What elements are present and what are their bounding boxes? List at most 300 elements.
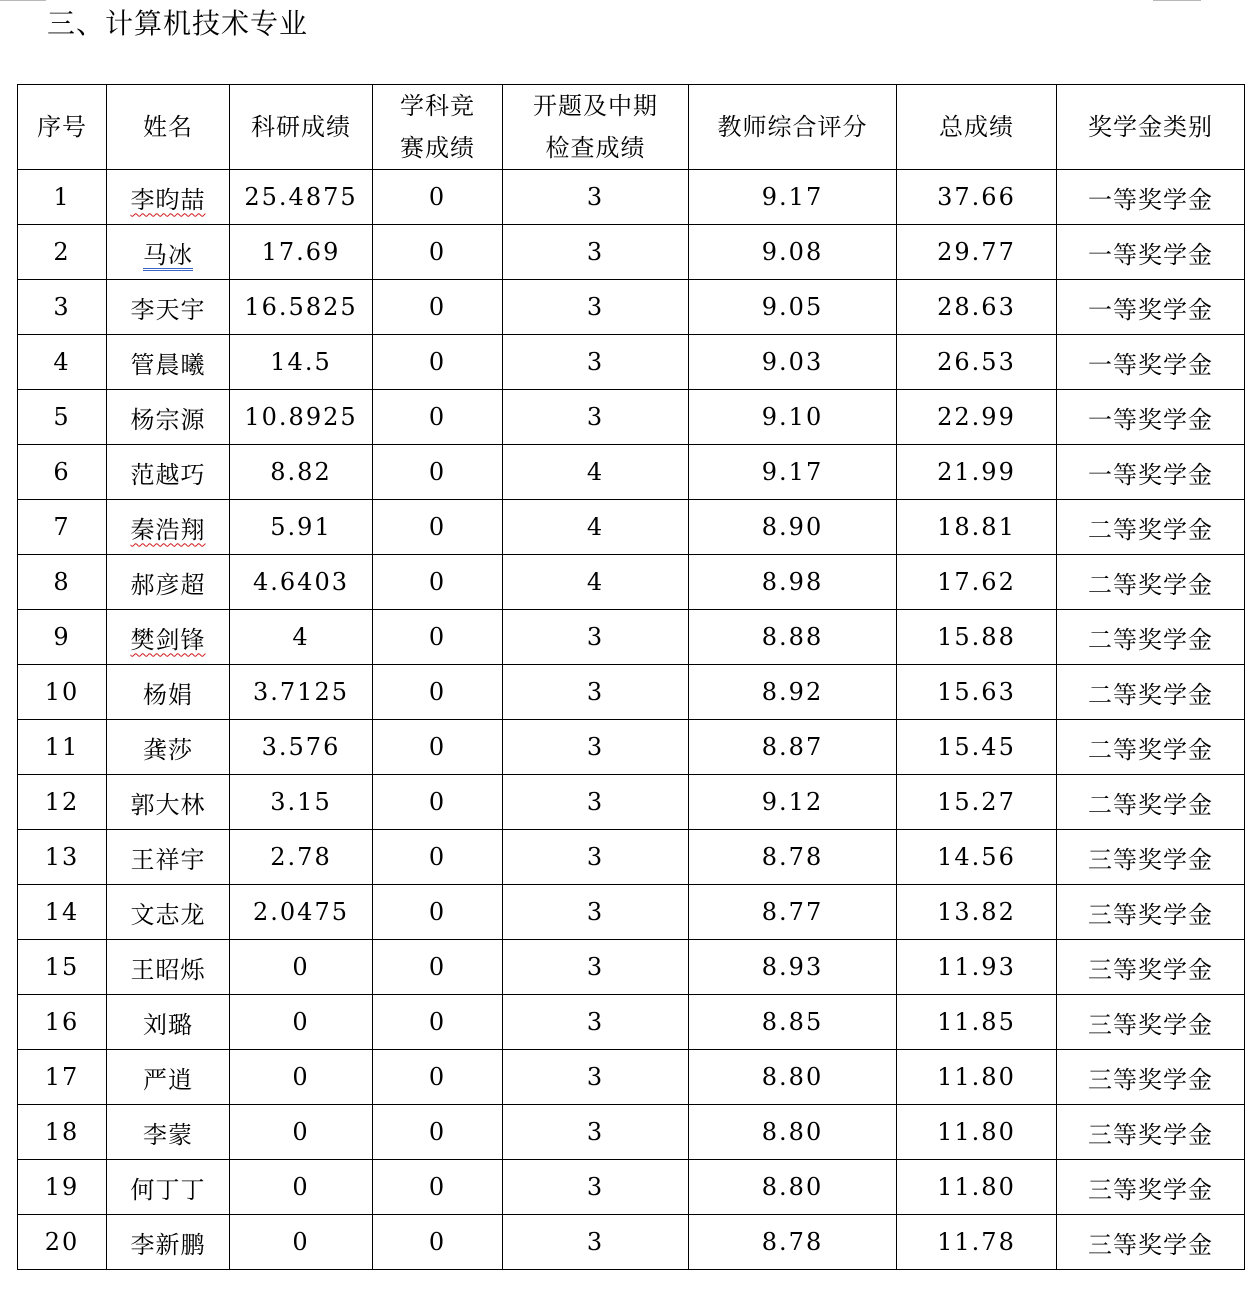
header-label: 教师综合评分 bbox=[717, 113, 868, 141]
cell-research bbox=[230, 335, 373, 390]
cell-category-text: 一等奖学金 bbox=[1088, 350, 1213, 379]
cell-name-text: 王祥宇 bbox=[130, 845, 206, 874]
cell-no bbox=[18, 830, 107, 885]
cell-name-text: 管晨曦 bbox=[130, 350, 206, 379]
cell-no bbox=[18, 390, 107, 445]
cell-teacher-score bbox=[689, 830, 897, 885]
cell-name-text: 李新鹏 bbox=[130, 1230, 206, 1259]
cell-competition-text: 0 bbox=[428, 788, 447, 816]
cell-total-text: 15.88 bbox=[937, 623, 1016, 651]
cell-no-text: 9 bbox=[53, 623, 71, 651]
cell-competition-text: 0 bbox=[428, 403, 447, 431]
cell-total-text: 11.78 bbox=[937, 1228, 1016, 1256]
cell-category bbox=[1057, 775, 1245, 830]
header-label: 奖学金类别 bbox=[1088, 113, 1213, 141]
cell-proposal bbox=[503, 1160, 689, 1215]
cell-research-text: 25.4875 bbox=[244, 183, 358, 211]
cell-teacher-score-text: 8.87 bbox=[761, 733, 824, 761]
cell-research-text: 3.7125 bbox=[253, 678, 349, 706]
page-corner-mark-left bbox=[0, 0, 46, 1]
cell-proposal-text: 3 bbox=[586, 788, 605, 816]
header-cell-no bbox=[18, 85, 107, 170]
header-cell-name bbox=[107, 85, 230, 170]
cell-teacher-score-text: 9.05 bbox=[761, 293, 824, 321]
cell-category-text: 二等奖学金 bbox=[1088, 790, 1213, 819]
cell-competition bbox=[373, 940, 503, 995]
cell-category bbox=[1057, 500, 1245, 555]
header-label-line2: 赛成绩 bbox=[400, 134, 475, 162]
header-label-line2: 检查成绩 bbox=[545, 134, 646, 162]
cell-competition bbox=[373, 1050, 503, 1105]
cell-teacher-score bbox=[689, 995, 897, 1050]
cell-proposal bbox=[503, 555, 689, 610]
table-row bbox=[18, 940, 1245, 995]
cell-proposal-text: 3 bbox=[586, 953, 605, 981]
cell-total-text: 17.62 bbox=[937, 568, 1016, 596]
cell-total-text: 14.56 bbox=[937, 843, 1016, 871]
table-row bbox=[18, 830, 1245, 885]
cell-research bbox=[230, 1105, 373, 1160]
page-title: 三、计算机技术专业 bbox=[47, 7, 309, 40]
cell-research bbox=[230, 445, 373, 500]
cell-research-text: 10.8925 bbox=[244, 403, 358, 431]
cell-total bbox=[897, 1215, 1057, 1270]
cell-category-text: 一等奖学金 bbox=[1088, 295, 1213, 324]
cell-proposal bbox=[503, 1050, 689, 1105]
cell-competition bbox=[373, 665, 503, 720]
cell-category-text: 一等奖学金 bbox=[1088, 240, 1213, 269]
cell-proposal bbox=[503, 720, 689, 775]
cell-proposal bbox=[503, 830, 689, 885]
cell-total-text: 21.99 bbox=[937, 458, 1016, 486]
cell-competition-text: 0 bbox=[428, 1008, 447, 1036]
cell-research bbox=[230, 885, 373, 940]
cell-competition bbox=[373, 500, 503, 555]
cell-total bbox=[897, 390, 1057, 445]
cell-competition-text: 0 bbox=[428, 1173, 447, 1201]
cell-name-text: 李天宇 bbox=[130, 295, 206, 324]
cell-proposal bbox=[503, 225, 689, 280]
cell-category bbox=[1057, 830, 1245, 885]
cell-teacher-score-text: 8.85 bbox=[761, 1008, 824, 1036]
cell-total bbox=[897, 555, 1057, 610]
cell-competition bbox=[373, 885, 503, 940]
cell-no bbox=[18, 335, 107, 390]
cell-name bbox=[107, 1160, 230, 1215]
cell-no bbox=[18, 555, 107, 610]
cell-teacher-score bbox=[689, 280, 897, 335]
cell-research bbox=[230, 280, 373, 335]
cell-competition-text: 0 bbox=[428, 678, 447, 706]
header-label-line1: 开题及中期 bbox=[533, 92, 658, 120]
table-row bbox=[18, 445, 1245, 500]
cell-competition bbox=[373, 225, 503, 280]
cell-competition bbox=[373, 555, 503, 610]
table-body bbox=[18, 170, 1245, 1270]
cell-no bbox=[18, 610, 107, 665]
table-row bbox=[18, 555, 1245, 610]
cell-category bbox=[1057, 170, 1245, 225]
cell-teacher-score bbox=[689, 335, 897, 390]
cell-category bbox=[1057, 390, 1245, 445]
cell-research bbox=[230, 170, 373, 225]
header-cell-competition bbox=[373, 85, 503, 170]
cell-teacher-score-text: 9.17 bbox=[761, 458, 824, 486]
cell-proposal bbox=[503, 445, 689, 500]
cell-category-text: 二等奖学金 bbox=[1088, 515, 1213, 544]
cell-total bbox=[897, 1160, 1057, 1215]
cell-category bbox=[1057, 665, 1245, 720]
cell-total bbox=[897, 280, 1057, 335]
cell-category bbox=[1057, 1215, 1245, 1270]
cell-name bbox=[107, 170, 230, 225]
cell-teacher-score-text: 8.93 bbox=[761, 953, 824, 981]
table-row bbox=[18, 335, 1245, 390]
cell-competition-text: 0 bbox=[428, 733, 447, 761]
cell-research bbox=[230, 1160, 373, 1215]
cell-no bbox=[18, 940, 107, 995]
cell-proposal-text: 3 bbox=[586, 843, 605, 871]
cell-teacher-score bbox=[689, 940, 897, 995]
cell-total-text: 18.81 bbox=[937, 513, 1016, 541]
cell-proposal-text: 3 bbox=[586, 1008, 605, 1036]
cell-no bbox=[18, 1160, 107, 1215]
table-row bbox=[18, 390, 1245, 445]
cell-research-text: 2.0475 bbox=[253, 898, 349, 926]
cell-competition bbox=[373, 280, 503, 335]
cell-teacher-score-text: 8.78 bbox=[761, 1228, 824, 1256]
cell-proposal bbox=[503, 390, 689, 445]
cell-name bbox=[107, 335, 230, 390]
table-row bbox=[18, 775, 1245, 830]
cell-proposal-text: 4 bbox=[586, 458, 605, 486]
cell-competition-text: 0 bbox=[428, 898, 447, 926]
cell-teacher-score-text: 9.08 bbox=[761, 238, 824, 266]
cell-name bbox=[107, 225, 230, 280]
cell-proposal-text: 3 bbox=[586, 623, 605, 651]
cell-proposal bbox=[503, 280, 689, 335]
cell-teacher-score bbox=[689, 225, 897, 280]
cell-category bbox=[1057, 995, 1245, 1050]
cell-total-text: 11.85 bbox=[937, 1008, 1016, 1036]
cell-competition-text: 0 bbox=[428, 293, 447, 321]
cell-no-text: 12 bbox=[44, 788, 80, 816]
cell-no-text: 11 bbox=[44, 733, 80, 761]
cell-competition-text: 0 bbox=[428, 1118, 447, 1146]
header-label: 总成绩 bbox=[939, 113, 1014, 141]
cell-teacher-score-text: 9.03 bbox=[761, 348, 824, 376]
cell-proposal-text: 4 bbox=[586, 513, 605, 541]
header-label: 科研成绩 bbox=[251, 113, 351, 141]
cell-no-text: 16 bbox=[44, 1008, 80, 1036]
cell-teacher-score-text: 9.17 bbox=[761, 183, 824, 211]
cell-teacher-score bbox=[689, 665, 897, 720]
cell-research bbox=[230, 555, 373, 610]
cell-competition-text: 0 bbox=[428, 953, 447, 981]
cell-teacher-score bbox=[689, 555, 897, 610]
cell-name bbox=[107, 280, 230, 335]
cell-competition bbox=[373, 445, 503, 500]
cell-name bbox=[107, 1105, 230, 1160]
cell-category bbox=[1057, 885, 1245, 940]
cell-proposal-text: 3 bbox=[586, 1118, 605, 1146]
header-label-line1: 学科竞 bbox=[400, 92, 475, 120]
cell-name-text: 龚莎 bbox=[143, 735, 193, 764]
cell-research bbox=[230, 775, 373, 830]
cell-name-text: 樊剑锋 bbox=[130, 625, 206, 654]
cell-no-text: 17 bbox=[44, 1063, 80, 1091]
table-row bbox=[18, 720, 1245, 775]
cell-research-text: 4.6403 bbox=[253, 568, 349, 596]
cell-research bbox=[230, 665, 373, 720]
cell-no bbox=[18, 500, 107, 555]
cell-teacher-score bbox=[689, 390, 897, 445]
cell-total-text: 29.77 bbox=[937, 238, 1016, 266]
cell-name bbox=[107, 775, 230, 830]
cell-no-text: 19 bbox=[44, 1173, 80, 1201]
cell-proposal bbox=[503, 995, 689, 1050]
cell-name bbox=[107, 830, 230, 885]
cell-total bbox=[897, 665, 1057, 720]
cell-research bbox=[230, 390, 373, 445]
cell-category bbox=[1057, 225, 1245, 280]
cell-research-text: 4 bbox=[292, 623, 310, 651]
cell-total bbox=[897, 170, 1057, 225]
table-row bbox=[18, 1050, 1245, 1105]
cell-proposal bbox=[503, 775, 689, 830]
cell-category-text: 三等奖学金 bbox=[1088, 845, 1213, 874]
cell-name-text: 李昀喆 bbox=[130, 185, 206, 214]
cell-total-text: 15.63 bbox=[937, 678, 1016, 706]
cell-research-text: 0 bbox=[292, 1228, 310, 1256]
table-row bbox=[18, 170, 1245, 225]
cell-total bbox=[897, 1105, 1057, 1160]
table-row bbox=[18, 885, 1245, 940]
cell-name bbox=[107, 720, 230, 775]
cell-research-text: 0 bbox=[292, 1173, 310, 1201]
table-row bbox=[18, 1160, 1245, 1215]
cell-name bbox=[107, 885, 230, 940]
cell-name bbox=[107, 1050, 230, 1105]
cell-no bbox=[18, 775, 107, 830]
cell-category bbox=[1057, 610, 1245, 665]
cell-teacher-score bbox=[689, 500, 897, 555]
cell-research bbox=[230, 995, 373, 1050]
table-row bbox=[18, 665, 1245, 720]
cell-total-text: 15.45 bbox=[937, 733, 1016, 761]
cell-no-text: 4 bbox=[53, 348, 71, 376]
cell-competition bbox=[373, 1105, 503, 1160]
cell-total bbox=[897, 830, 1057, 885]
cell-proposal-text: 3 bbox=[586, 1173, 605, 1201]
cell-category-text: 三等奖学金 bbox=[1088, 900, 1213, 929]
cell-research-text: 0 bbox=[292, 1063, 310, 1091]
table-row bbox=[18, 610, 1245, 665]
cell-competition bbox=[373, 1160, 503, 1215]
cell-category-text: 三等奖学金 bbox=[1088, 1175, 1213, 1204]
cell-name bbox=[107, 940, 230, 995]
cell-teacher-score bbox=[689, 775, 897, 830]
cell-competition-text: 0 bbox=[428, 458, 447, 486]
cell-competition bbox=[373, 830, 503, 885]
cell-category-text: 二等奖学金 bbox=[1088, 680, 1213, 709]
cell-proposal-text: 3 bbox=[586, 238, 605, 266]
cell-category bbox=[1057, 940, 1245, 995]
cell-no bbox=[18, 170, 107, 225]
cell-teacher-score-text: 8.90 bbox=[761, 513, 824, 541]
cell-proposal bbox=[503, 610, 689, 665]
scholarship-table bbox=[17, 84, 1245, 1270]
cell-total bbox=[897, 995, 1057, 1050]
cell-total-text: 11.80 bbox=[937, 1063, 1016, 1091]
cell-name-text: 郝彦超 bbox=[130, 570, 206, 599]
cell-no-text: 7 bbox=[53, 513, 71, 541]
cell-category bbox=[1057, 720, 1245, 775]
cell-total bbox=[897, 1050, 1057, 1105]
cell-teacher-score bbox=[689, 1215, 897, 1270]
cell-research bbox=[230, 225, 373, 280]
cell-research-text: 0 bbox=[292, 953, 310, 981]
cell-proposal bbox=[503, 940, 689, 995]
cell-proposal bbox=[503, 665, 689, 720]
cell-name-text: 严逍 bbox=[143, 1065, 193, 1094]
cell-no-text: 8 bbox=[53, 568, 71, 596]
cell-total-text: 26.53 bbox=[937, 348, 1016, 376]
header-cell-category bbox=[1057, 85, 1245, 170]
cell-competition-text: 0 bbox=[428, 623, 447, 651]
cell-proposal-text: 3 bbox=[586, 678, 605, 706]
cell-no-text: 13 bbox=[44, 843, 80, 871]
cell-proposal-text: 3 bbox=[586, 1063, 605, 1091]
cell-proposal bbox=[503, 170, 689, 225]
cell-teacher-score bbox=[689, 885, 897, 940]
cell-category-text: 三等奖学金 bbox=[1088, 1230, 1213, 1259]
cell-category bbox=[1057, 335, 1245, 390]
cell-category bbox=[1057, 1160, 1245, 1215]
cell-research-text: 3.576 bbox=[261, 733, 341, 761]
cell-name-text: 郭大林 bbox=[130, 790, 206, 819]
cell-total-text: 11.80 bbox=[937, 1173, 1016, 1201]
cell-name bbox=[107, 665, 230, 720]
cell-name-text: 杨娟 bbox=[143, 680, 193, 709]
cell-category-text: 三等奖学金 bbox=[1088, 955, 1213, 984]
cell-name-text: 秦浩翔 bbox=[130, 515, 206, 544]
cell-no-text: 2 bbox=[53, 238, 71, 266]
table-header bbox=[18, 85, 1245, 170]
cell-proposal-text: 3 bbox=[586, 1228, 605, 1256]
page-corner-mark-right bbox=[1153, 0, 1201, 1]
cell-competition bbox=[373, 390, 503, 445]
cell-total-text: 22.99 bbox=[937, 403, 1016, 431]
cell-total-text: 11.93 bbox=[937, 953, 1016, 981]
cell-total bbox=[897, 775, 1057, 830]
cell-total bbox=[897, 500, 1057, 555]
header-cell-total bbox=[897, 85, 1057, 170]
cell-name bbox=[107, 500, 230, 555]
cell-no bbox=[18, 885, 107, 940]
cell-teacher-score bbox=[689, 1105, 897, 1160]
cell-no-text: 6 bbox=[53, 458, 71, 486]
cell-no bbox=[18, 445, 107, 500]
cell-name-text: 文志龙 bbox=[130, 900, 206, 929]
cell-teacher-score-text: 9.12 bbox=[761, 788, 824, 816]
cell-teacher-score bbox=[689, 1050, 897, 1105]
cell-research-text: 17.69 bbox=[261, 238, 341, 266]
cell-category-text: 三等奖学金 bbox=[1088, 1010, 1213, 1039]
cell-total bbox=[897, 225, 1057, 280]
cell-category-text: 二等奖学金 bbox=[1088, 735, 1213, 764]
cell-no bbox=[18, 665, 107, 720]
cell-proposal bbox=[503, 335, 689, 390]
cell-teacher-score-text: 8.88 bbox=[761, 623, 824, 651]
cell-proposal bbox=[503, 885, 689, 940]
cell-competition bbox=[373, 335, 503, 390]
cell-category bbox=[1057, 1105, 1245, 1160]
cell-proposal bbox=[503, 1215, 689, 1270]
cell-no-text: 3 bbox=[53, 293, 71, 321]
cell-research-text: 8.82 bbox=[270, 458, 332, 486]
cell-competition-text: 0 bbox=[428, 513, 447, 541]
cell-no-text: 5 bbox=[53, 403, 71, 431]
cell-name-text: 王昭烁 bbox=[130, 955, 206, 984]
cell-research bbox=[230, 940, 373, 995]
cell-total-text: 15.27 bbox=[937, 788, 1016, 816]
cell-total bbox=[897, 940, 1057, 995]
cell-category bbox=[1057, 555, 1245, 610]
cell-competition-text: 0 bbox=[428, 348, 447, 376]
cell-name-text: 杨宗源 bbox=[130, 405, 206, 434]
cell-name bbox=[107, 555, 230, 610]
cell-teacher-score-text: 8.92 bbox=[761, 678, 824, 706]
cell-category bbox=[1057, 445, 1245, 500]
cell-teacher-score-text: 8.78 bbox=[761, 843, 824, 871]
cell-proposal-text: 3 bbox=[586, 348, 605, 376]
cell-no-text: 10 bbox=[44, 678, 80, 706]
cell-research bbox=[230, 1050, 373, 1105]
cell-name-text: 马冰 bbox=[143, 240, 193, 269]
cell-competition-text: 0 bbox=[428, 183, 447, 211]
cell-research bbox=[230, 500, 373, 555]
cell-no-text: 1 bbox=[53, 183, 71, 211]
cell-no bbox=[18, 1050, 107, 1105]
cell-research bbox=[230, 610, 373, 665]
cell-no-text: 15 bbox=[44, 953, 80, 981]
cell-total-text: 11.80 bbox=[937, 1118, 1016, 1146]
cell-proposal bbox=[503, 500, 689, 555]
cell-research bbox=[230, 830, 373, 885]
cell-competition bbox=[373, 720, 503, 775]
table-row bbox=[18, 1215, 1245, 1270]
cell-competition-text: 0 bbox=[428, 238, 447, 266]
cell-teacher-score-text: 9.10 bbox=[761, 403, 824, 431]
cell-name bbox=[107, 610, 230, 665]
header-label: 姓名 bbox=[143, 113, 193, 141]
cell-name bbox=[107, 445, 230, 500]
cell-teacher-score-text: 8.80 bbox=[761, 1063, 824, 1091]
cell-research bbox=[230, 720, 373, 775]
cell-name-text: 何丁丁 bbox=[130, 1175, 206, 1204]
cell-research-text: 16.5825 bbox=[244, 293, 358, 321]
cell-competition-text: 0 bbox=[428, 568, 447, 596]
cell-proposal-text: 3 bbox=[586, 293, 605, 321]
cell-name-text: 李蒙 bbox=[143, 1120, 193, 1149]
cell-teacher-score-text: 8.77 bbox=[761, 898, 824, 926]
cell-total-text: 13.82 bbox=[937, 898, 1016, 926]
cell-no bbox=[18, 995, 107, 1050]
cell-total bbox=[897, 610, 1057, 665]
header-label: 序号 bbox=[37, 113, 87, 141]
cell-proposal-text: 3 bbox=[586, 403, 605, 431]
